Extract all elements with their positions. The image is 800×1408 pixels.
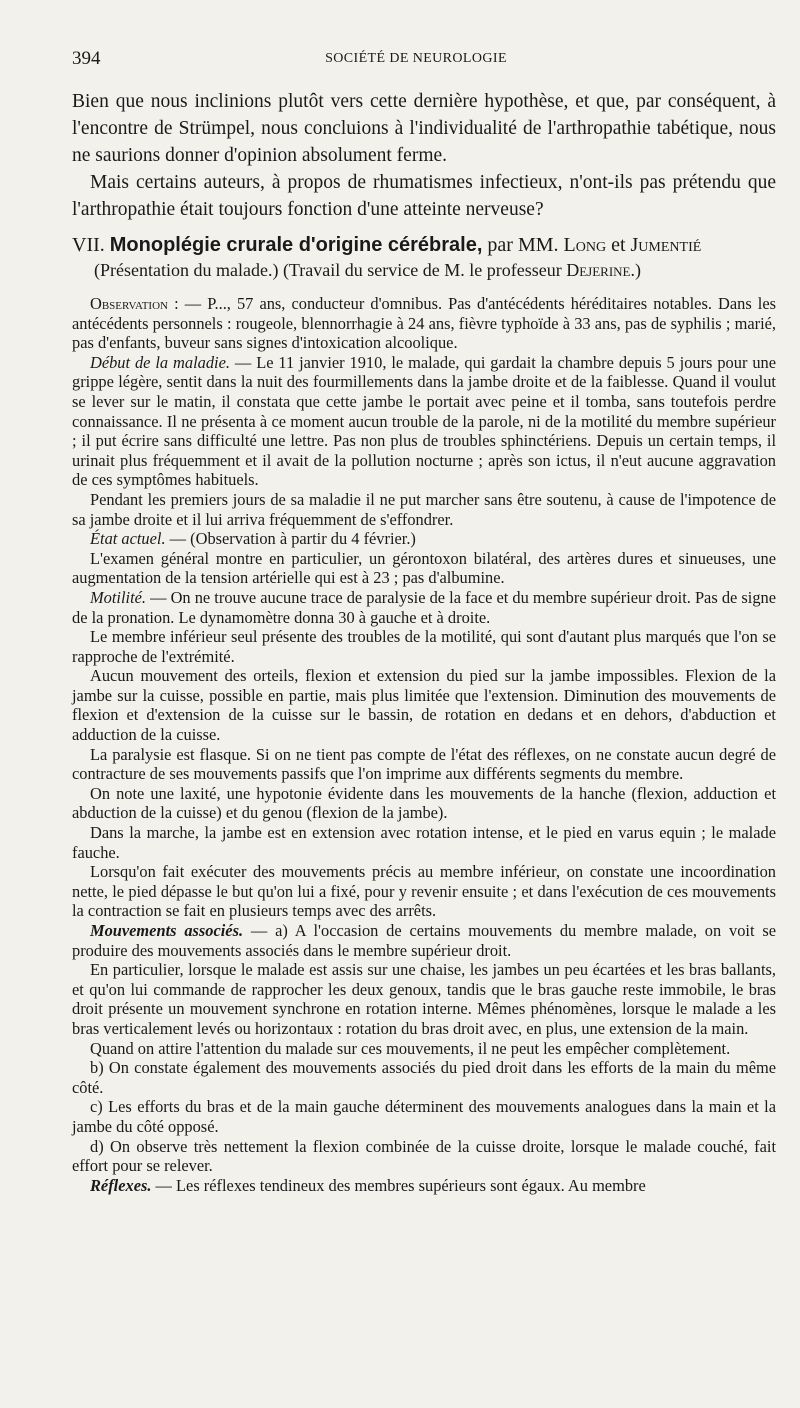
mouvements-text: — a) A l'occasion de certains mouvements du membre malade, on voit se produire des mouvements associés dans le membre supérieur droit. <box>72 921 776 960</box>
item-c-paragraph: c) Les efforts du bras et de la main gauche déterminent des mouvements analogues dans la main et la jambe du côté opposé. <box>72 1097 776 1136</box>
motilite-text: — On ne trouve aucune trace de paralysie de la face et du membre supérieur droit. Pas de signe de la pronation. Le dynamomètre donna 30 à gauche et à droite. <box>72 587 776 627</box>
examen-paragraph: L'examen général montre en particulier, un gérontoxon bilatéral, des artères dures et sinueuses, une augmentation de la tension artérielle qui est à 23 ; pas d'albumine. <box>72 548 776 588</box>
reflexes-label: Réflexes. <box>90 1175 152 1195</box>
section-number: VII. <box>72 234 105 256</box>
authors-and: et <box>611 234 626 256</box>
paralysie-paragraph: La paralysie est flasque. Si on ne tient pas compte de l'état des réflexes, on ne constate aucun degré de contracture de ses mouvements passifs que l'on imprime aux différents segments du membre. <box>72 744 776 784</box>
page-header <box>72 48 760 72</box>
item-d-paragraph: d) On observe très nettement la flexion combinée de la cuisse droite, lorsque le malade couché, fait effort pour se relever. <box>72 1136 776 1176</box>
observation-label: Observation <box>90 294 168 313</box>
marche-paragraph: Dans la marche, la jambe est en extension avec rotation intense, et le pied en varus equin ; le malade fauche. <box>72 823 776 862</box>
etat-text: — (Observation à partir du 4 février.) <box>165 529 416 549</box>
aucun-paragraph: Aucun mouvement des orteils, flexion et extension du pied sur la jambe impossibles. Flexion de la jambe sur la cuisse, possible en partie, mais plus limitée que l'extension. Diminution des mouvements de flexion et d'extension de la cuisse sur le bassin, de rotation en dedans et en dehors, d'abduction et adduction de la cuisse. <box>72 666 776 745</box>
motilite-paragraph <box>72 588 776 627</box>
debut-text: — Le 11 janvier 1910, le malade, qui gardait la chambre depuis 5 jours pour une grippe légère, sentit dans la nuit des fourmillements dans la jambe droite et de la faiblesse. Quand il voulut se lever sur le matin, il constata que cette jambe le portait avec peine et il tomba, sans toutefois perdre connaissance. Il ne présenta à ce moment aucun trouble de la parole, ni de la motilité du membre supérieur ; il put écrire sans difficulté une lettre. Pas non plus de troubles sphinctériens. Depuis un certain temps, il urinait plus fréquemment et il avait de la pollution nocturne ; après son ictus, il n'eut aucune aggravation de ces symptômes habituels. <box>72 352 776 490</box>
running-head: SOCIÉTÉ DE NEUROLOGIE <box>325 51 507 66</box>
observation-text: : — P..., 57 ans, conducteur d'omnibus. Pas d'antécédents héréditaires notables. Dans les antécédents personnels : rougeole, blennorrhagie à 24 ans, fièvre typhoïde à 33 ans, pas de syphilis ; marié, pas d'enfants, buveur sans signes d'intoxication alcoolique. <box>72 294 776 353</box>
section-title: Monoplégie crurale d'origine cérébrale, <box>109 234 483 256</box>
subtitle-text: (Présentation du malade.) (Travail du service de M. le professeur <box>94 260 562 280</box>
intro-paragraph-1: Bien que nous inclinions plutôt vers cette dernière hypothèse, et que, par conséquent, à l'encontre de Strümpel, nous concluions à l'individualité de l'arthropathie tabétique, nous ne saurions donner d'opinion absolument ferme. <box>72 91 776 166</box>
mouvements-paragraph <box>72 921 776 960</box>
intro-text <box>72 88 776 223</box>
motilite-label: Motilité. <box>90 587 146 607</box>
section-title-line <box>72 232 776 258</box>
reflexes-paragraph <box>72 1176 776 1196</box>
etat-label: État actuel. <box>90 529 166 549</box>
quand-paragraph: Quand on attire l'attention du malade sur ces mouvements, il ne peut les empêcher complètement. <box>90 1038 731 1058</box>
author-jumentie: Jumentié <box>630 234 702 256</box>
section-subtitle <box>72 258 776 282</box>
section-heading <box>72 232 776 282</box>
mouvements-label: Mouvements associés. <box>90 921 244 940</box>
pendant-paragraph: Pendant les premiers jours de sa maladie il ne put marcher sans être soutenu, à cause de l'impotence de sa jambe droite et il lui arriva fréquemment de s'effondrer. <box>72 489 776 529</box>
laxite-paragraph: On note une laxité, une hypotonie évidente dans les mouvements de la hanche (flexion, adduction et abduction de la cuisse) et du genou (flexion de la jambe). <box>72 783 776 823</box>
professor-name: Dejerine <box>566 260 631 280</box>
etat-paragraph <box>72 529 776 549</box>
membre-paragraph: Le membre inférieur seul présente des troubles de la motilité, qui sont d'autant plus marqués que l'on se rapproche de l'extrémité. <box>72 627 776 666</box>
article-body <box>72 294 776 1195</box>
subtitle-end: .) <box>630 260 641 280</box>
intro-paragraph-2: Mais certains auteurs, à propos de rhumatismes infectieux, n'ont-ils pas prétendu que l'arthropathie était toujours fonction d'une atteinte nerveuse? <box>72 172 776 220</box>
observation-paragraph <box>72 294 776 353</box>
particulier-paragraph: En particulier, lorsque le malade est assis sur une chaise, les jambes un peu écartées et les bras ballants, et qu'on lui commande de rapprocher les deux genoux, tandis que le bras gauche reste immobile, le bras droit présente un mouvement synchrone en rotation interne. Mêmes phénomènes, lorsque le malade a les bras verticalement levés ou horizontaux : rotation du bras droit avec, en plus, une extension de la main. <box>72 960 776 1038</box>
item-b-paragraph: b) On constate également des mouvements associés du pied droit dans les efforts de la main du même côté. <box>72 1058 776 1097</box>
lorsqu-paragraph: Lorsqu'on fait exécuter des mouvements précis au membre inférieur, on constate une incoordination nette, le pied dépasse le but qu'on lui a fixé, pour y revenir ensuite ; et dans l'exécution de ces mouvements la contraction se fait en plusieurs temps avec des arrêts. <box>72 862 776 921</box>
debut-label: Début de la maladie. <box>90 352 230 372</box>
debut-paragraph <box>72 353 776 490</box>
reflexes-text: — Les réflexes tendineux des membres supérieurs sont égaux. Au membre <box>151 1175 646 1195</box>
authors-prefix: par MM. <box>487 234 559 256</box>
author-long: Long <box>563 234 607 256</box>
page-number: 394 <box>72 48 101 69</box>
